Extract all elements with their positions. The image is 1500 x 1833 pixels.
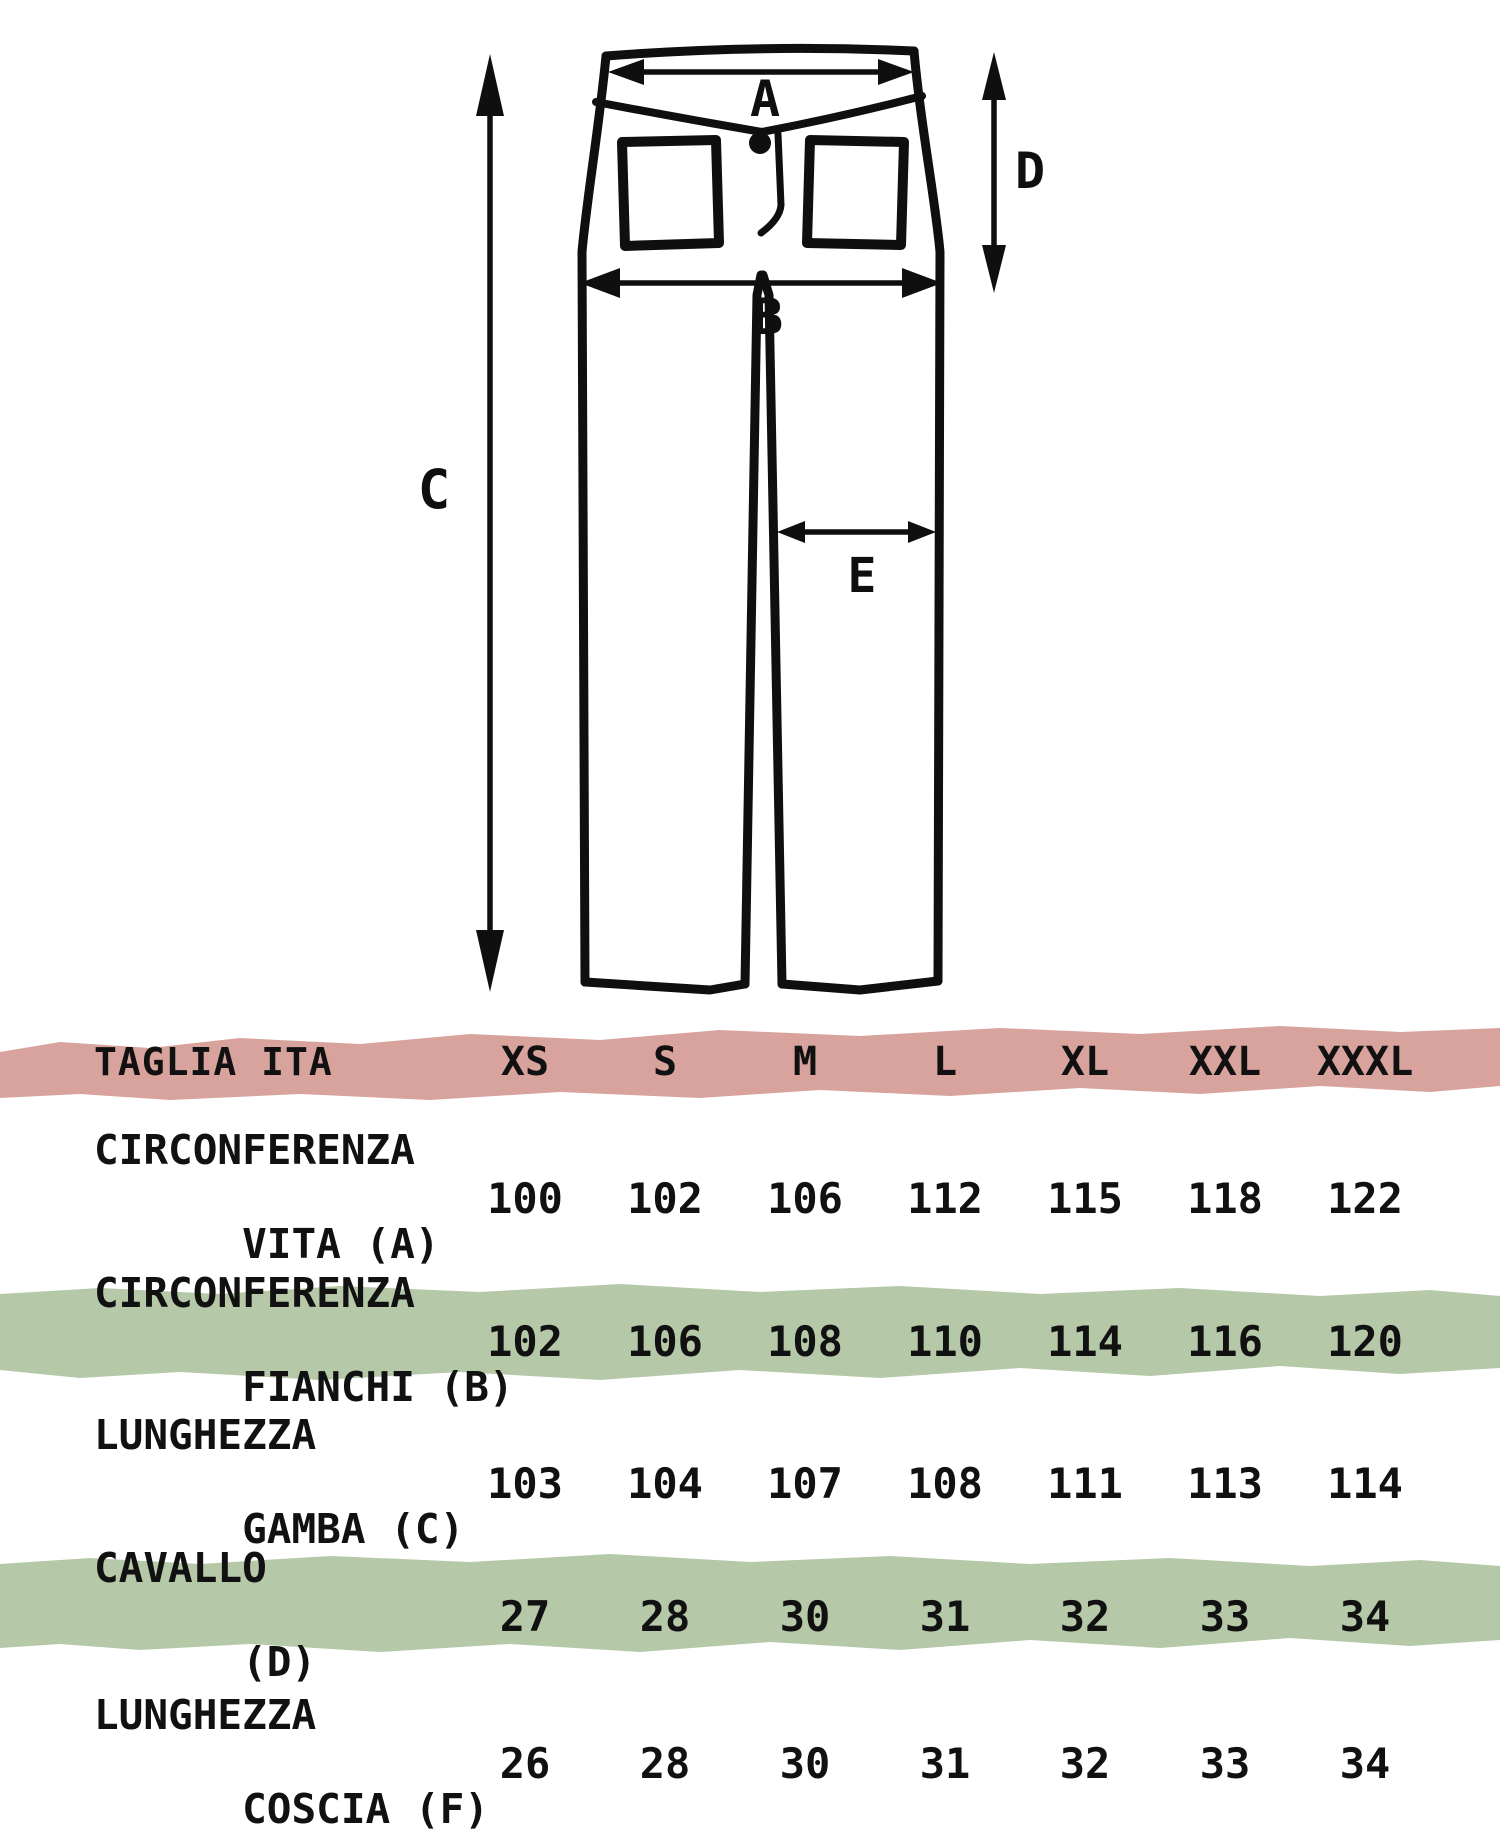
size-col-xs: XS [500,1039,550,1085]
value-cell: 34 [1339,1592,1391,1641]
value-cell: 32 [1059,1739,1111,1788]
pants-outline [582,48,940,990]
size-col-xl: XL [1060,1039,1110,1085]
value-cell: 27 [499,1592,551,1641]
size-col-s: S [652,1039,678,1085]
value-cell: 30 [779,1739,831,1788]
size-col-xxxl: XXXL [1316,1039,1414,1085]
value-cell: 114 [1047,1317,1123,1366]
row-label-line1: LUNGHEZZA [94,1691,317,1739]
value-cell: 106 [627,1317,703,1366]
value-cell: 106 [767,1174,843,1223]
value-cell: 100 [487,1174,563,1223]
row-label-line1: CIRCONFERENZA [94,1269,415,1317]
row-values [455,1592,1435,1639]
arrow-d-rise [982,52,1006,293]
table-row-vita [0,1126,1500,1268]
row-label [94,1412,464,1553]
table-row-fianchi [0,1269,1500,1411]
row-label-line1: CIRCONFERENZA [94,1126,415,1174]
right-pocket [807,140,904,245]
value-cell: 114 [1327,1459,1403,1508]
value-cell: 33 [1199,1592,1251,1641]
row-label-line1: CAVALLO [94,1544,267,1592]
value-cell: 104 [627,1459,703,1508]
label-d: D [1014,142,1046,200]
size-header-cells [455,1030,1435,1094]
label-a: A [749,70,781,128]
value-cell: 33 [1199,1739,1251,1788]
value-cell: 110 [907,1317,983,1366]
row-label [94,1545,316,1686]
row-label-line2: VITA (A) [242,1220,440,1268]
label-e: E [847,548,877,604]
value-cell: 122 [1327,1174,1403,1223]
arrow-c-leg-length [476,54,504,992]
value-cell: 112 [907,1174,983,1223]
row-label [94,1270,514,1411]
table-row-cavallo [0,1544,1500,1686]
value-cell: 108 [907,1459,983,1508]
value-cell: 30 [779,1592,831,1641]
size-col-m: M [792,1039,818,1085]
value-cell: 31 [919,1592,971,1641]
value-cell: 118 [1187,1174,1263,1223]
measure-letters [418,70,1045,604]
row-values [455,1317,1435,1364]
value-cell: 115 [1047,1174,1123,1223]
table-row-coscia [0,1691,1500,1833]
row-label-line2: (D) [242,1638,317,1686]
value-cell: 34 [1339,1739,1391,1788]
row-label [94,1127,440,1268]
row-values [455,1174,1435,1221]
value-cell: 108 [767,1317,843,1366]
row-label-line2: FIANCHI (B) [242,1363,514,1411]
value-cell: 32 [1059,1592,1111,1641]
row-values [455,1459,1435,1506]
value-cell: 28 [639,1592,691,1641]
row-values [455,1739,1435,1786]
label-c: C [417,458,451,521]
arrow-e-thigh [777,521,936,543]
value-cell: 26 [499,1739,551,1788]
table-header-row [0,1030,1500,1094]
row-label-line2: GAMBA (C) [242,1505,465,1553]
value-cell: 107 [767,1459,843,1508]
value-cell: 120 [1327,1317,1403,1366]
value-cell: 111 [1047,1459,1123,1508]
row-label-line1: LUNGHEZZA [94,1411,317,1459]
value-cell: 113 [1187,1459,1263,1508]
left-pocket [622,140,719,246]
value-cell: 31 [919,1739,971,1788]
table-row-gamba [0,1411,1500,1553]
row-label-line2: COSCIA (F) [242,1785,489,1833]
table-header-title: TAGLIA ITA [94,1040,333,1084]
value-cell: 28 [639,1739,691,1788]
size-col-xxl: XXL [1188,1039,1262,1085]
measure-arrows [476,52,1006,992]
value-cell: 102 [627,1174,703,1223]
value-cell: 103 [487,1459,563,1508]
label-b: B [752,288,784,346]
size-col-l: L [932,1039,958,1085]
button [749,132,771,154]
value-cell: 116 [1187,1317,1263,1366]
row-label [94,1692,489,1833]
value-cell: 102 [487,1317,563,1366]
